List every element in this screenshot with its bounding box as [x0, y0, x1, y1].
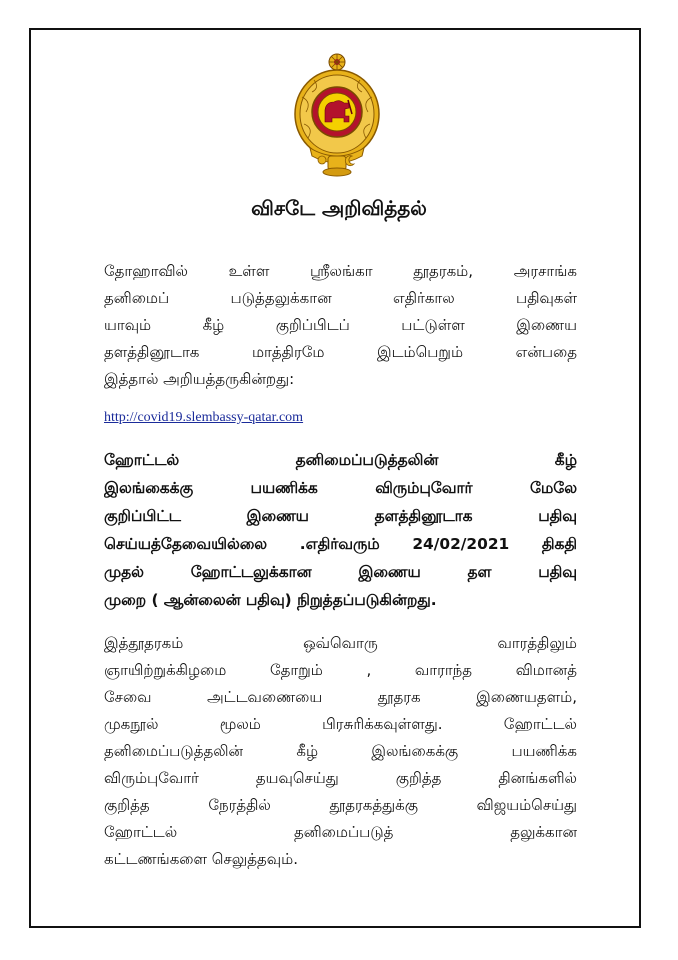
- paragraph-line: தனிமைப்படுத்தலின் கீழ் இலங்கைக்கு பயணிக்க: [104, 742, 577, 760]
- paragraph-3: [104, 630, 577, 873]
- paragraph-line: சேவை அட்டவணையை தூதரக இணையதளம்,: [104, 688, 577, 706]
- paragraph-line: கட்டணங்களை செலுத்தவும்.: [104, 850, 298, 868]
- paragraph-2: [104, 446, 577, 614]
- paragraph-line: தோஹாவில் உள்ள ஸ்ரீலங்கா தூதரகம், அரசாங்க: [104, 262, 577, 280]
- registration-link[interactable]: http://covid19.slembassy-qatar.com: [104, 410, 304, 425]
- sri-lanka-emblem-icon: [292, 52, 382, 178]
- paragraph-line: இலங்கைக்கு பயணிக்க விரும்புவோர் மேலே: [104, 479, 577, 497]
- paragraph-line: விரும்புவோர் தயவுசெய்து குறித்த தினங்களில்: [104, 769, 577, 787]
- paragraph-line: தனிமைப் படுத்தலுக்கான எதிர்கால பதிவுகள்: [104, 289, 577, 307]
- paragraph-line: யாவும் கீழ் குறிப்பிடப் பட்டுள்ள இணைய: [104, 316, 577, 334]
- paragraph-line: குறிப்பிட்ட இணைய தளத்தினூடாக பதிவு: [104, 507, 577, 525]
- paragraph-line: இத்தூதரகம் ஒவ்வொரு வாரத்திலும்: [104, 634, 577, 652]
- paragraph-1: [104, 258, 577, 393]
- paragraph-line: இத்தால் அறியத்தருகின்றது:: [104, 370, 295, 388]
- paragraph-line: ஹோட்டல் தனிமைப்படுத்தலின் கீழ்: [104, 451, 577, 469]
- paragraph-line: தளத்தினூடாக மாத்திரமே இடம்பெறும் என்பதை: [104, 343, 577, 361]
- notice-title: விசடே அறிவித்தல்: [251, 196, 427, 220]
- paragraph-line: செய்யத்தேவையில்லை .எதிர்வரும் 24/02/2021 திகதி: [104, 535, 577, 553]
- paragraph-line: ஹோட்டல் தனிமைப்படுத் தலுக்கான: [104, 823, 577, 841]
- paragraph-line: குறித்த நேரத்தில் தூதரகத்துக்கு விஜயம்செய்து: [104, 796, 577, 814]
- paragraph-line: முகநூல் மூலம் பிரசுரிக்கவுள்ளது. ஹோட்டல்: [104, 715, 577, 733]
- paragraph-line: ஞாயிற்றுக்கிழமை தோறும் , வாராந்த விமானத்: [104, 661, 577, 679]
- paragraph-line: முறை ( ஆன்லைன் பதிவு) நிறுத்தப்படுகின்றது.: [104, 591, 437, 609]
- paragraph-line: முதல் ஹோட்டலுக்கான இணைய தள பதிவு: [104, 563, 577, 581]
